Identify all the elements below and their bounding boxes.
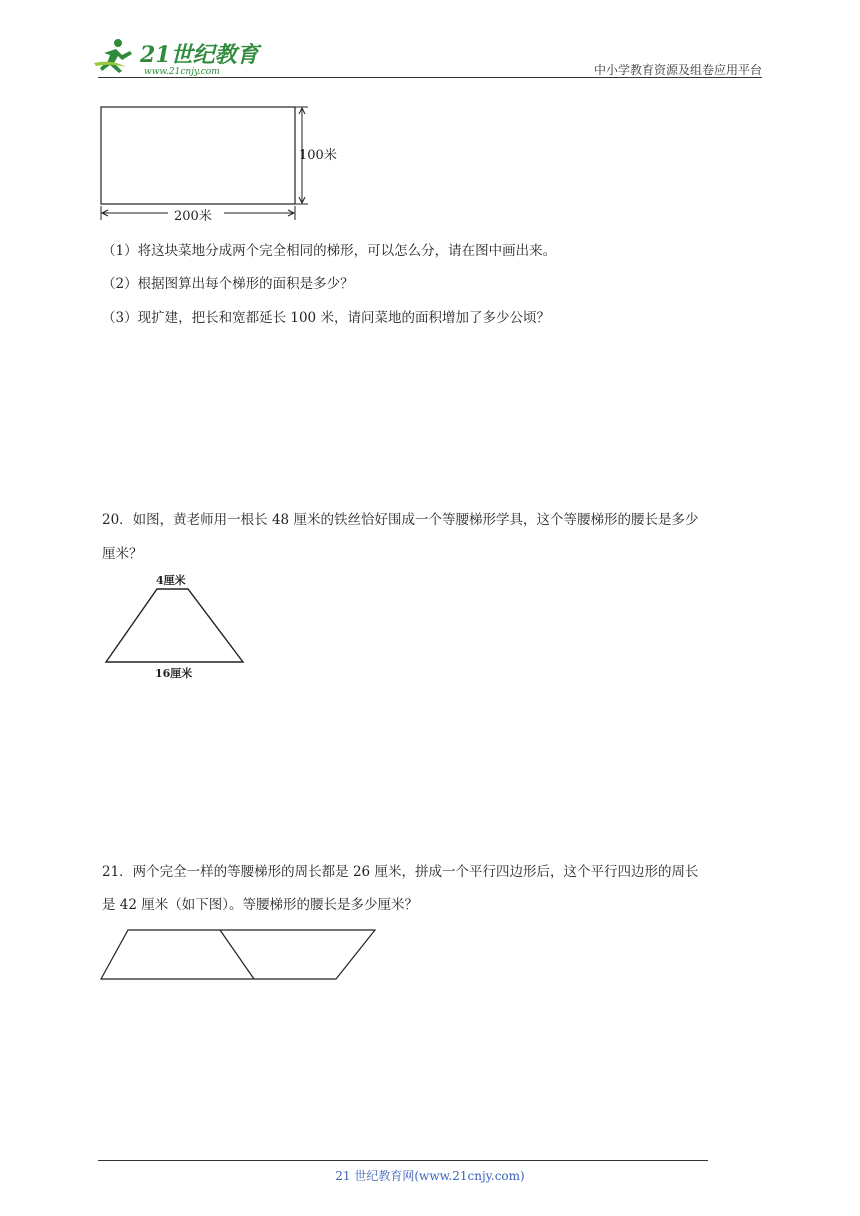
trapezoid-figure [100, 570, 250, 684]
q19-part-1: （1）将这块菜地分成两个完全相同的梯形，可以怎么分，请在图中画出来。 [102, 243, 557, 259]
top-base-label: 4厘米 [156, 574, 186, 587]
width-label: 200米 [174, 209, 212, 224]
q19-part-2: （2）根据图算出每个梯形的面积是多少？ [102, 276, 354, 292]
vegetable-plot-rect [101, 107, 295, 204]
footer-link[interactable]: 21 世纪教育网(www.21cnjy.com) [335, 1169, 525, 1183]
footer-divider [98, 1160, 708, 1161]
bottom-base-label: 16厘米 [155, 667, 193, 680]
q20-text-line-1: 20．如图，黄老师用一根长 48 厘米的铁丝恰好围成一个等腰梯形学具，这个等腰梯形的腰长是多少 [102, 512, 699, 528]
height-label: 100米 [299, 148, 337, 163]
parallelogram-figure [98, 925, 380, 983]
q21-text-line-1: 21．两个完全一样的等腰梯形的周长都是 26 厘米，拼成一个平行四边形后，这个平行四边形的周长 [102, 864, 699, 880]
q19-part-3: （3）现扩建，把长和宽都延长 100 米，请问菜地的面积增加了多少公顷？ [102, 310, 550, 326]
logo-url: www.21cnjy.com [144, 67, 220, 77]
platform-name: 中小学教育资源及组卷应用平台 [593, 63, 762, 77]
trapezoid-divider [220, 930, 254, 979]
isosceles-trapezoid [106, 589, 243, 662]
q20-text-line-2: 厘米？ [102, 546, 143, 562]
q21-text-line-2: 是 42 厘米（如下图）。等腰梯形的腰长是多少厘米？ [102, 897, 419, 913]
site-logo [92, 33, 262, 79]
rectangle-figure [96, 102, 356, 226]
header-divider [98, 77, 762, 78]
parallelogram [101, 930, 375, 979]
logo-text: 21世纪教育 [140, 42, 259, 68]
runner-icon [94, 39, 132, 73]
